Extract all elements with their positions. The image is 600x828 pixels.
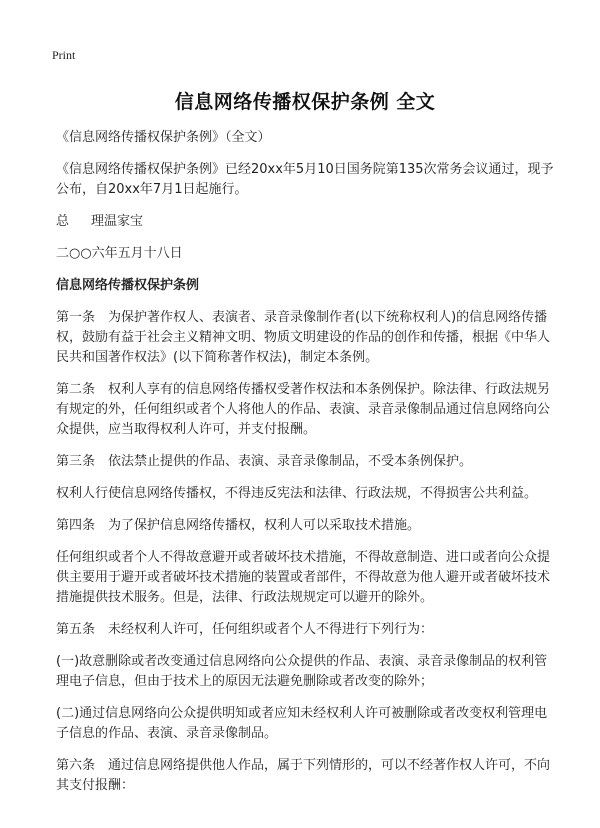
section-heading: 信息网络传播权保护条例 [56, 278, 200, 293]
print-link[interactable]: Print [52, 48, 76, 62]
article-3: 第三条 依法禁止提供的作品、表演、录音录像制品，不受本条例保护。 [56, 454, 473, 469]
article-5: 第五条 未经权利人许可，任何组织或者个人不得进行下列行为： [56, 622, 434, 637]
article-4-clause: 任何组织或者个人不得故意避开或者破坏技术措施，不得故意制造、进口或者向公众提供主要用于避开或者破坏技术措施的装置或者部件，不得故意为他人避开或者破坏技术措施提供技术服务。但是，法律、行政法规规定可以避开的除外。 [56, 550, 551, 605]
article-5-item-1: (一)故意删除或者改变通过信息网络向公众提供的作品、表演、录音录像制品的权利管理电子信息，但由于技术上的原因无法避免删除或者改变的除外； [56, 654, 548, 689]
article-3-clause: 权利人行使信息网络传播权，不得违反宪法和法律、行政法规，不得损害公共利益。 [56, 486, 538, 501]
intro-paragraph: 《信息网络传播权保护条例》已经20xx年5月10日国务院第135次常务会议通过，现予公布，自20xx年7月1日起施行。 [56, 162, 554, 197]
article-5-item-2: (二)通过信息网络向公众提供明知或者应知未经权利人许可被删除或者改变权利管理电子信息的作品、表演、录音录像制品。 [56, 706, 548, 741]
page-title: 信息网络传播权保护条例 全文 [174, 91, 436, 113]
document-subtitle: 《信息网络传播权保护条例》（全文） [56, 130, 271, 145]
article-6: 第六条 通过信息网络提供他人作品，属于下列情形的，可以不经著作权人许可，不向其支付报酬： [56, 758, 551, 793]
signature-line [56, 212, 554, 232]
article-1: 第一条 为保护著作权人、表演者、录音录像制作者(以下统称权利人)的信息网络传播权，鼓励有益于社会主义精神文明、物质文明建设的作品的创作和传播，根据《中华人民共和国著作权法》(以下简称著作权法)，制定本条例。 [56, 310, 551, 365]
article-2: 第二条 权利人享有的信息网络传播权受著作权法和本条例保护。除法律、行政法规另有规定的外，任何组织或者个人将他人的作品、表演、录音录像制品通过信息网络向公众提供，应当取得权利人许可，并支付报酬。 [56, 382, 551, 437]
document-date: 二○○六年五月十八日 [56, 246, 183, 261]
signature-role: 总 [56, 214, 70, 229]
signature-name: 理温家宝 [91, 214, 144, 229]
article-4: 第四条 为了保护信息网络传播权，权利人可以采取技术措施。 [56, 518, 421, 533]
